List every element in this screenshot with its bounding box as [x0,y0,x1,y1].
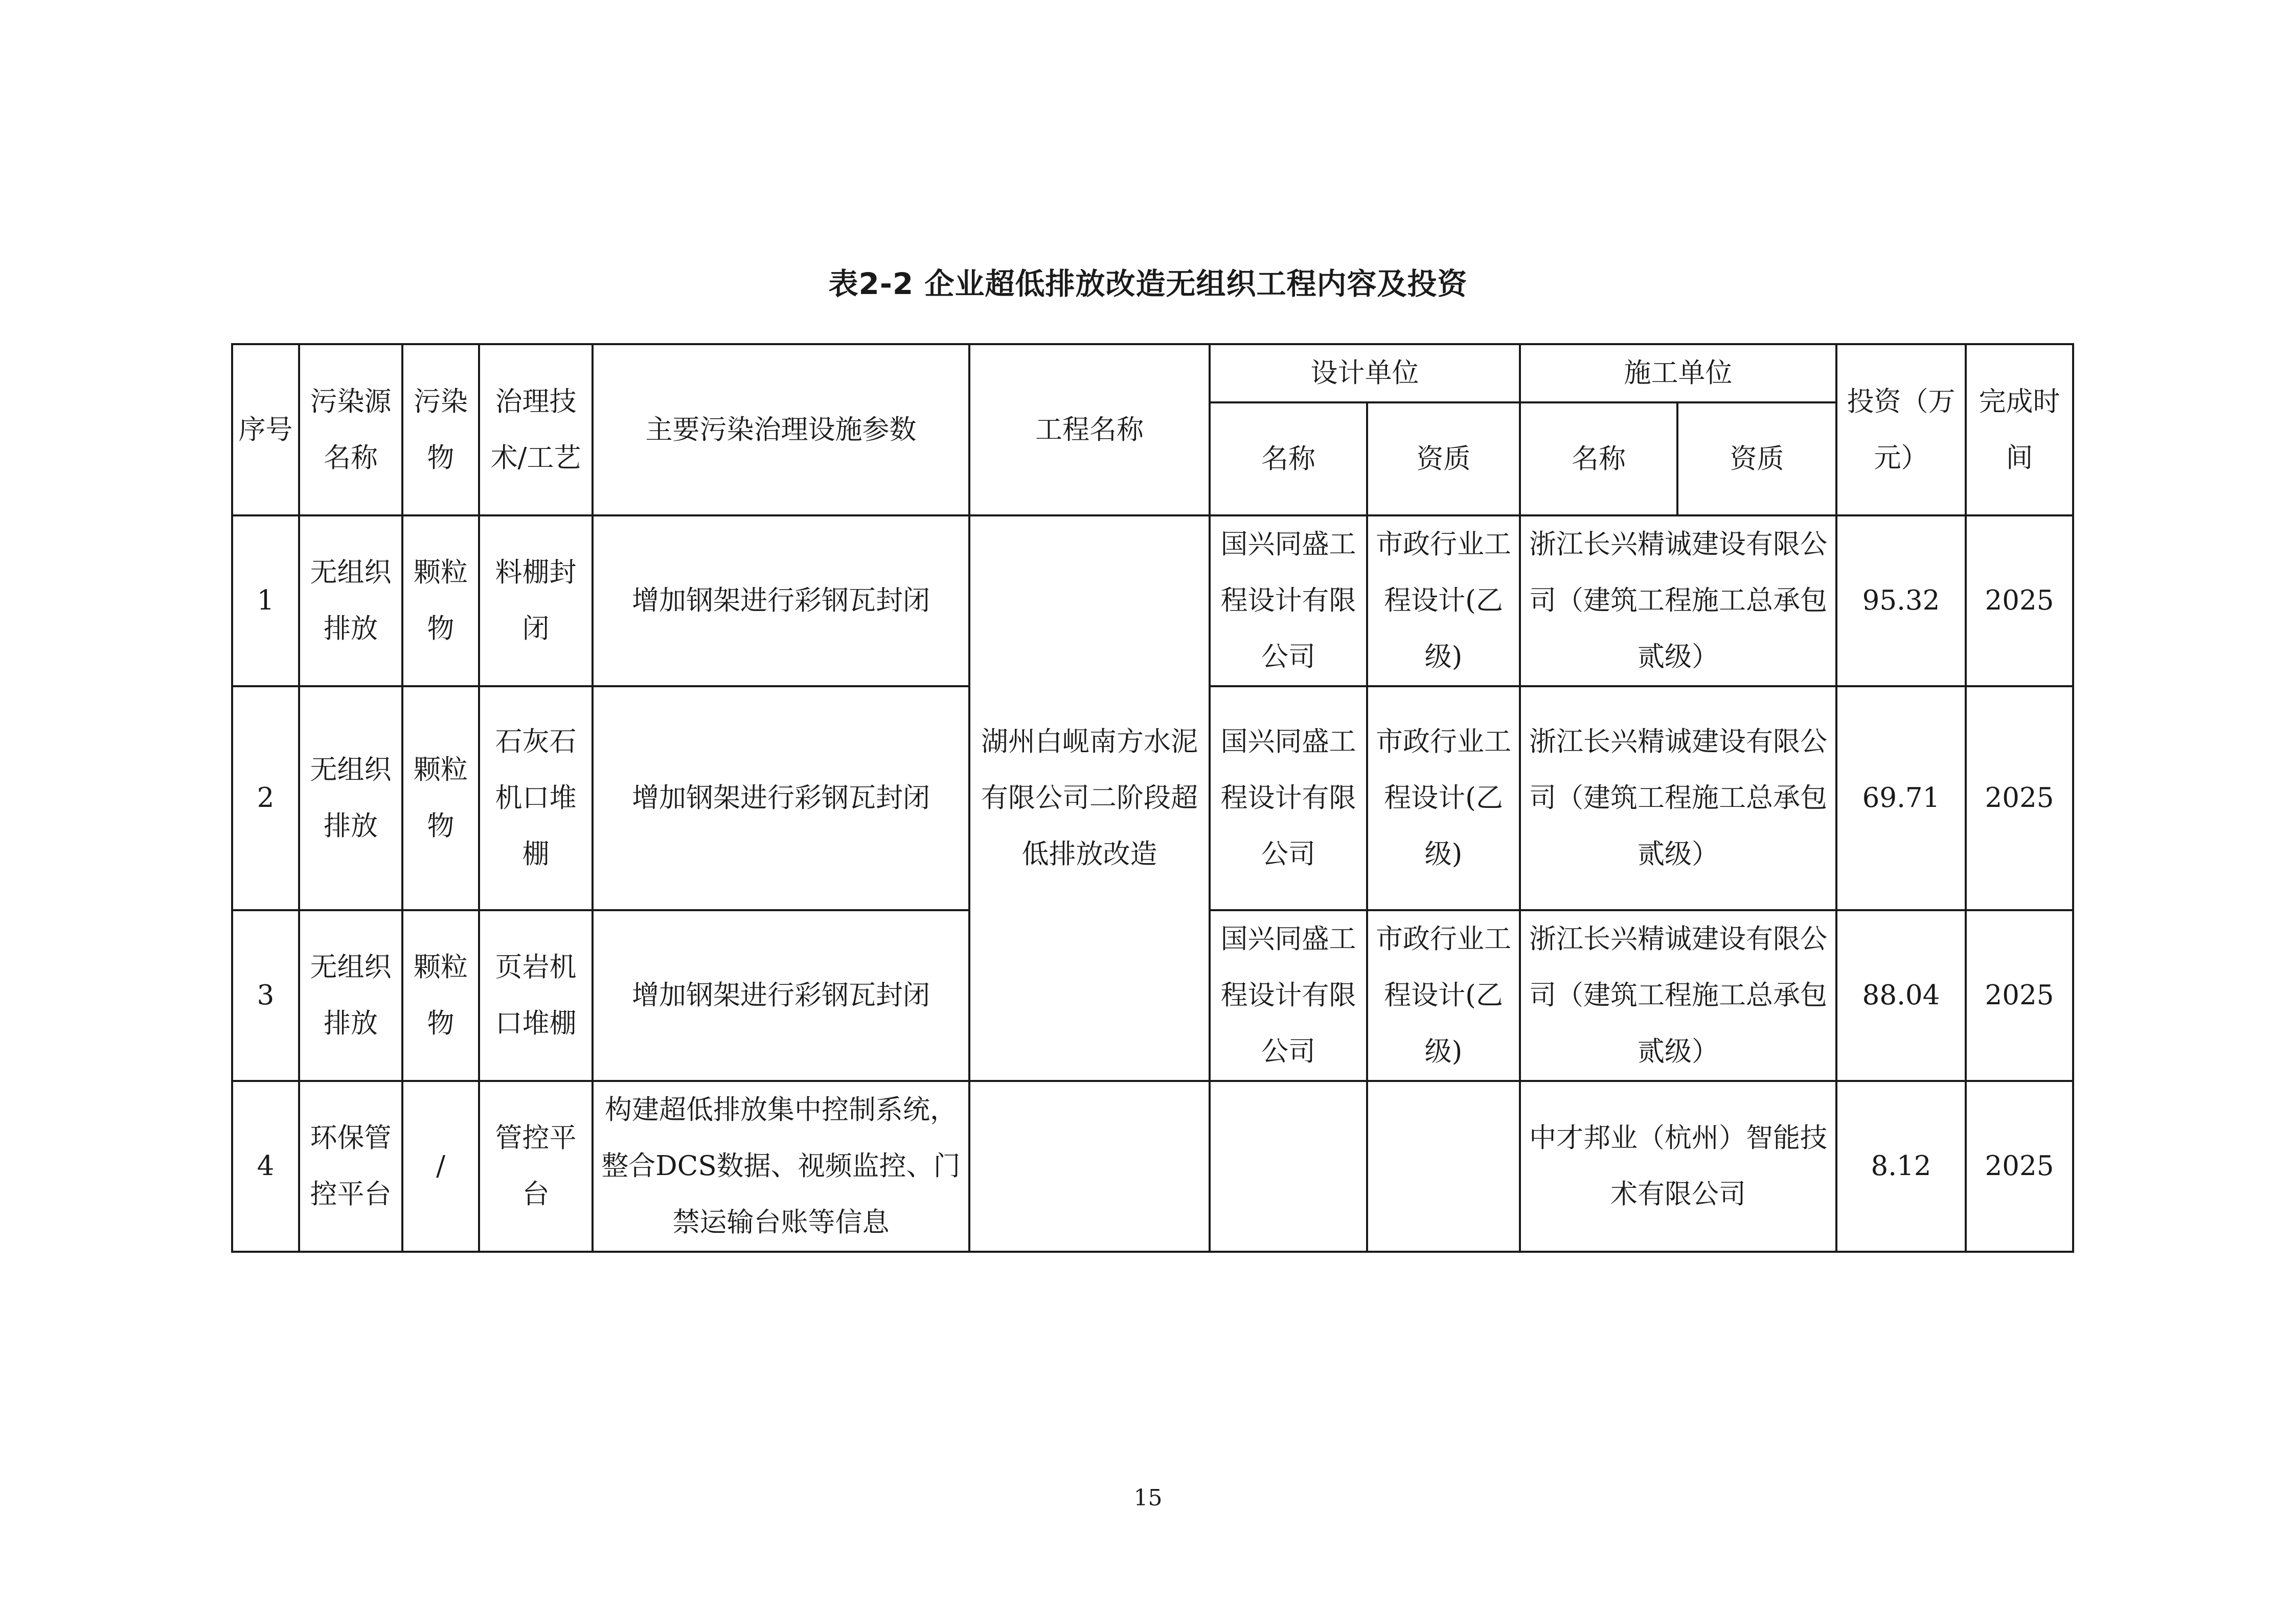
cell-seq: 1 [232,515,299,686]
cell-design-name: 国兴同盛工程设计有限公司 [1210,515,1367,686]
cell-design-qual: 市政行业工程设计(乙级) [1367,910,1520,1081]
header-design-qual: 资质 [1367,402,1520,515]
cell-design-qual [1367,1081,1520,1252]
header-construction-name: 名称 [1520,402,1677,515]
cell-tech: 页岩机口堆棚 [479,910,593,1081]
cell-pollutant: / [402,1081,479,1252]
cell-tech: 管控平台 [479,1081,593,1252]
cell-construction: 中才邦业（杭州）智能技术有限公司 [1520,1081,1836,1252]
cell-project-name: 湖州白岘南方水泥有限公司二阶段超低排放改造 [969,515,1210,1081]
table-title: 表2-2 企业超低排放改造无组织工程内容及投资 [828,266,1468,301]
cell-design-name [1210,1081,1367,1252]
cell-construction: 浙江长兴精诚建设有限公司（建筑工程施工总承包贰级） [1520,686,1836,910]
cell-completion: 2025 [1966,686,2073,910]
cell-params: 增加钢架进行彩钢瓦封闭 [593,686,969,910]
cell-completion: 2025 [1966,910,2073,1081]
table-row [232,515,2073,686]
header-completion: 完成时间 [1966,344,2073,515]
cell-pollutant: 颗粒物 [402,910,479,1081]
cell-source: 无组织排放 [299,686,402,910]
cell-pollutant: 颗粒物 [402,515,479,686]
header-construction-qual: 资质 [1677,402,1836,515]
header-design-unit: 设计单位 [1210,344,1520,402]
page-number: 15 [1133,1485,1163,1511]
cell-construction: 浙江长兴精诚建设有限公司（建筑工程施工总承包贰级） [1520,515,1836,686]
cell-source: 环保管控平台 [299,1081,402,1252]
cell-investment: 69.71 [1836,686,1966,910]
cell-params: 构建超低排放集中控制系统，整合DCS数据、视频监控、门禁运输台账等信息 [593,1081,969,1252]
header-design-name: 名称 [1210,402,1367,515]
cell-completion: 2025 [1966,515,2073,686]
cell-construction: 浙江长兴精诚建设有限公司（建筑工程施工总承包贰级） [1520,910,1836,1081]
header-params: 主要污染治理设施参数 [593,344,969,515]
cell-completion: 2025 [1966,1081,2073,1252]
cell-tech: 石灰石机口堆棚 [479,686,593,910]
table-row [232,1081,2073,1252]
cell-source: 无组织排放 [299,515,402,686]
cell-investment: 88.04 [1836,910,1966,1081]
header-construction-unit: 施工单位 [1520,344,1836,402]
cell-design-name: 国兴同盛工程设计有限公司 [1210,686,1367,910]
cell-pollutant: 颗粒物 [402,686,479,910]
cell-params: 增加钢架进行彩钢瓦封闭 [593,515,969,686]
header-seq: 序号 [232,344,299,515]
cell-seq: 3 [232,910,299,1081]
header-tech: 治理技术/工艺 [479,344,593,515]
cell-project-empty [969,1081,1210,1252]
cell-design-qual: 市政行业工程设计(乙级) [1367,515,1520,686]
header-project: 工程名称 [969,344,1210,515]
cell-tech: 料棚封闭 [479,515,593,686]
cell-design-qual: 市政行业工程设计(乙级) [1367,686,1520,910]
cell-investment: 8.12 [1836,1081,1966,1252]
cell-investment: 95.32 [1836,515,1966,686]
investment-table [231,343,2074,1253]
cell-seq: 2 [232,686,299,910]
cell-design-name: 国兴同盛工程设计有限公司 [1210,910,1367,1081]
cell-source: 无组织排放 [299,910,402,1081]
header-source: 污染源名称 [299,344,402,515]
header-investment: 投资（万元） [1836,344,1966,515]
header-pollutant: 污染物 [402,344,479,515]
cell-seq: 4 [232,1081,299,1252]
cell-params: 增加钢架进行彩钢瓦封闭 [593,910,969,1081]
